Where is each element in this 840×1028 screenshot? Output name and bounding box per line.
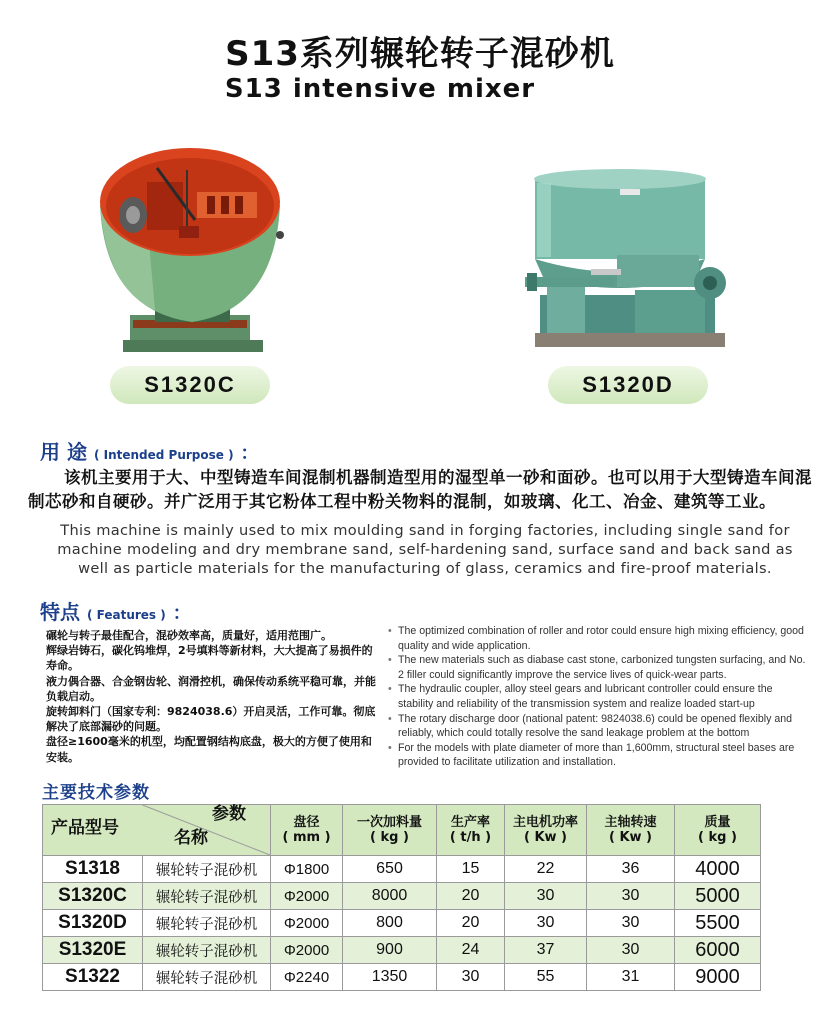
feature-en-item: • The new materials such as diabase cast stone, carbonized tungsten surfacing, and No. 2 filler could significantly improve the service lives of quick-wear parts. bbox=[388, 653, 808, 682]
cell-speed: 31 bbox=[587, 964, 675, 991]
cell-model: S1320D bbox=[43, 910, 143, 937]
cell-power: 22 bbox=[505, 856, 587, 883]
cell-model: S1320E bbox=[43, 937, 143, 964]
header-capacity-unit: ( t/h ) bbox=[449, 830, 492, 845]
feature-en-item: • The rotary discharge door (national patent: 9824038.6) could be opened flexibly and reliably, which could totally resolve the sand leakage problem at the bottom bbox=[388, 712, 808, 741]
header-mass-label: 质量 bbox=[704, 815, 731, 830]
cell-batch: 800 bbox=[343, 910, 437, 937]
params-heading: 主要技术参数 bbox=[42, 783, 150, 803]
features-list-en bbox=[388, 624, 808, 770]
header-mass-unit: ( kg ) bbox=[698, 830, 737, 845]
cell-batch: 8000 bbox=[343, 883, 437, 910]
cell-dia: Φ2000 bbox=[271, 883, 343, 910]
header-power-unit: ( Kw ) bbox=[523, 830, 568, 845]
model-label-s1320c: S1320C bbox=[110, 366, 270, 404]
table-row bbox=[43, 964, 761, 991]
table-row bbox=[43, 910, 761, 937]
header-name: 名称 bbox=[174, 828, 208, 848]
purpose-heading bbox=[40, 436, 259, 465]
cell-mass: 5000 bbox=[675, 883, 761, 910]
features-heading-colon: ： bbox=[172, 603, 191, 624]
cell-batch: 650 bbox=[343, 856, 437, 883]
header-power bbox=[505, 805, 587, 856]
features-heading-label: 特点 bbox=[40, 600, 80, 624]
machine-s1320d-image bbox=[525, 165, 730, 355]
cell-dia: Φ2000 bbox=[271, 937, 343, 964]
cell-dia: Φ2240 bbox=[271, 964, 343, 991]
cell-name: 辗轮转子混砂机 bbox=[143, 937, 271, 964]
cell-model: S1318 bbox=[43, 856, 143, 883]
header-mass bbox=[675, 805, 761, 856]
table-row bbox=[43, 937, 761, 964]
table-row bbox=[43, 883, 761, 910]
cell-power: 37 bbox=[505, 937, 587, 964]
feature-cn-item: 旋转卸料门（国家专利：9824038.6）开启灵活，工作可靠。彻底解决了底部漏砂的问题。 bbox=[46, 705, 376, 734]
header-batch-label: 一次加料量 bbox=[356, 815, 422, 830]
header-capacity bbox=[437, 805, 505, 856]
cell-name: 辗轮转子混砂机 bbox=[143, 910, 271, 937]
purpose-heading-label: 用 途 bbox=[40, 440, 87, 464]
header-speed bbox=[587, 805, 675, 856]
cell-mass: 9000 bbox=[675, 964, 761, 991]
cell-model: S1320C bbox=[43, 883, 143, 910]
feature-en-item: • The hydraulic coupler, alloy steel gears and lubricant controller could ensure the stability and reliability of the transmission system and realize loaded start-up bbox=[388, 682, 808, 711]
cell-speed: 30 bbox=[587, 937, 675, 964]
header-dia-unit: ( mm ) bbox=[282, 830, 331, 845]
page-title-cn: S13系列辗轮转子混砂机 bbox=[225, 34, 615, 74]
header-param: 参数 bbox=[212, 804, 246, 824]
header-corner-cell bbox=[43, 805, 271, 856]
purpose-text-cn: 该机主要用于大、中型铸造车间混制机器制造型用的湿型单一砂和面砂。也可以用于大型铸造车间混制芯砂和自硬砂。并广泛用于其它粉体工程中粉关物料的混制，如玻璃、化工、冶金、建筑等工业。 bbox=[28, 468, 812, 511]
machine-s1320c-image bbox=[95, 140, 290, 360]
cell-batch: 900 bbox=[343, 937, 437, 964]
cell-capacity: 15 bbox=[437, 856, 505, 883]
header-dia bbox=[271, 805, 343, 856]
cell-mass: 5500 bbox=[675, 910, 761, 937]
feature-cn-item: 碾轮与转子最佳配合，混砂效率高，质量好，适用范围广。 bbox=[46, 629, 332, 642]
header-batch-unit: ( kg ) bbox=[370, 830, 409, 845]
features-heading-sub: ( Features ) bbox=[86, 608, 166, 622]
feature-en-item: • The optimized combination of roller and rotor could ensure high mixing efficiency, good quality and wide application. bbox=[388, 624, 808, 653]
header-capacity-label: 生产率 bbox=[450, 815, 490, 830]
cell-speed: 30 bbox=[587, 883, 675, 910]
cell-name: 辗轮转子混砂机 bbox=[143, 964, 271, 991]
features-heading bbox=[40, 596, 191, 625]
page-title-en: S13 intensive mixer bbox=[224, 74, 536, 104]
cell-power: 30 bbox=[505, 910, 587, 937]
header-model: 产品型号 bbox=[51, 818, 119, 838]
cell-speed: 30 bbox=[587, 910, 675, 937]
cell-capacity: 30 bbox=[437, 964, 505, 991]
header-batch bbox=[343, 805, 437, 856]
cell-capacity: 24 bbox=[437, 937, 505, 964]
features-list-cn bbox=[46, 628, 376, 765]
cell-mass: 4000 bbox=[675, 856, 761, 883]
purpose-heading-sub: ( Intended Purpose ) bbox=[93, 448, 234, 462]
feature-cn-item: 辉绿岩铸石，碳化钨堆焊，2号填料等新材料，大大提高了易损件的寿命。 bbox=[46, 644, 373, 673]
feature-en-item: • For the models with plate diameter of more than 1,600mm, structural steel bases are provided to facilitate utilization and installation. bbox=[388, 741, 808, 770]
cell-name: 辗轮转子混砂机 bbox=[143, 883, 271, 910]
feature-cn-item: 液力偶合器、合金钢齿轮、润滑控机，确保传动系统平稳可靠，并能负载启动。 bbox=[46, 674, 376, 703]
purpose-text-en: This machine is mainly used to mix moulding sand in forging factories, including single sand for machine modeling and dry membrane sand, self-hardening sand, surface sand and back sand as well as particle materials for the manufacturing of glass, ceramics and fire-proof materials. bbox=[57, 522, 793, 577]
cell-name: 辗轮转子混砂机 bbox=[143, 856, 271, 883]
cell-batch: 1350 bbox=[343, 964, 437, 991]
table-header-row bbox=[43, 805, 761, 856]
cell-capacity: 20 bbox=[437, 883, 505, 910]
model-label-s1320d: S1320D bbox=[548, 366, 708, 404]
header-power-label: 主电机功率 bbox=[512, 815, 578, 830]
cell-capacity: 20 bbox=[437, 910, 505, 937]
cell-model: S1322 bbox=[43, 964, 143, 991]
header-speed-unit: ( Kw ) bbox=[608, 830, 653, 845]
cell-mass: 6000 bbox=[675, 937, 761, 964]
cell-dia: Φ2000 bbox=[271, 910, 343, 937]
header-dia-label: 盘径 bbox=[293, 815, 320, 830]
header-speed-label: 主轴转速 bbox=[604, 815, 657, 830]
table-row bbox=[43, 856, 761, 883]
feature-cn-item: 盘径≥1600毫米的机型，均配置钢结构底盘，极大的方便了使用和安装。 bbox=[46, 735, 372, 764]
purpose-heading-colon: ： bbox=[240, 443, 259, 464]
cell-speed: 36 bbox=[587, 856, 675, 883]
cell-dia: Φ1800 bbox=[271, 856, 343, 883]
params-table bbox=[42, 804, 761, 991]
cell-power: 55 bbox=[505, 964, 587, 991]
cell-power: 30 bbox=[505, 883, 587, 910]
